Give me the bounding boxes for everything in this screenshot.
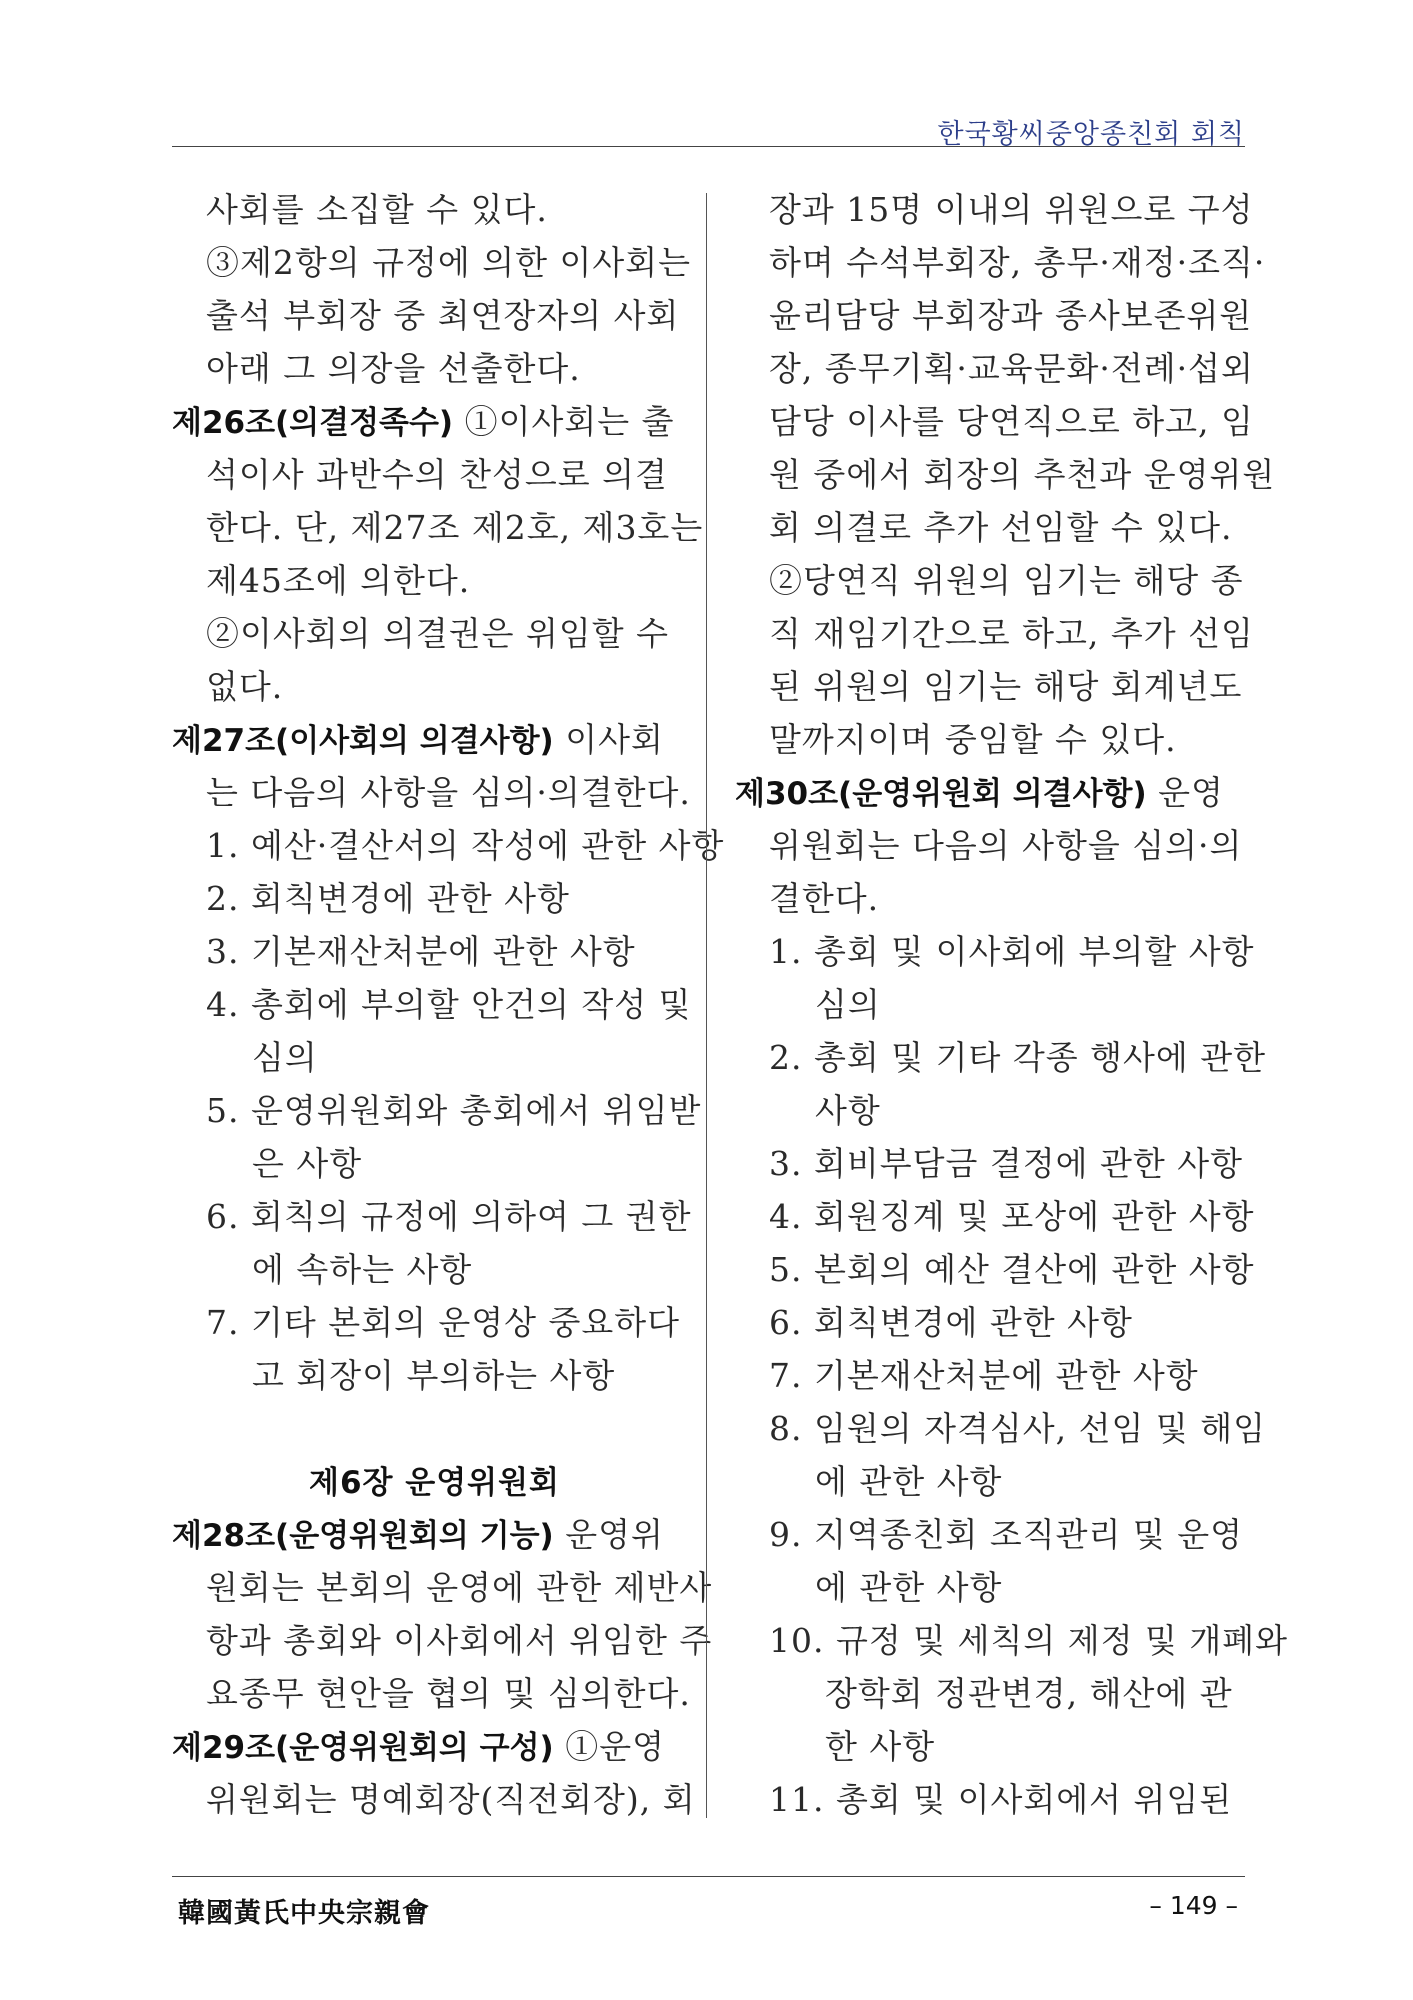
line-text: 장, 종무기획·교육문화·전례·섭외 xyxy=(769,349,1254,388)
running-header: 한국황씨중앙종친회 회칙 xyxy=(937,119,1245,150)
text-line xyxy=(172,1773,696,1826)
text-line xyxy=(172,342,677,395)
text-line xyxy=(172,1190,692,1243)
line-text: 제45조에 의한다. xyxy=(206,561,471,600)
line-text: 아래 그 의장을 선출한다. xyxy=(206,349,581,388)
line-text: 에 속하는 사항 xyxy=(252,1250,473,1289)
text-line xyxy=(735,1296,1245,1349)
line-text: 고 회장이 부의하는 사항 xyxy=(252,1356,616,1395)
line-text: 에 관한 사항 xyxy=(815,1568,1003,1607)
text-line xyxy=(735,183,1254,236)
line-text: 말까지이며 중임할 수 있다. xyxy=(769,720,1177,759)
text-line xyxy=(172,1243,677,1296)
line-text: 3. 기본재산처분에 관한 사항 xyxy=(206,932,636,971)
text-line xyxy=(172,1084,702,1137)
text-line xyxy=(172,501,704,554)
article-line xyxy=(172,395,677,448)
text-line xyxy=(735,1508,1245,1561)
text-line xyxy=(735,872,1245,925)
line-text: 운영위 xyxy=(553,1515,664,1554)
line-text: 회 의결로 추가 선임할 수 있다. xyxy=(769,508,1233,547)
article-line xyxy=(735,766,1245,819)
text-line xyxy=(172,183,677,236)
article-heading: 제26조(의결정족수) xyxy=(172,405,454,441)
line-text: 한다. 단, 제27조 제2호, 제3호는 xyxy=(206,508,704,547)
text-line xyxy=(735,1402,1266,1455)
article-line xyxy=(172,1720,677,1773)
line-text: 결한다. xyxy=(769,879,880,918)
text-line xyxy=(735,342,1254,395)
organization-logo-text: 韓國黃氏中央宗親會 xyxy=(178,1898,430,1929)
text-line xyxy=(735,554,1245,607)
line-text: 요종무 현안을 협의 및 심의한다. xyxy=(206,1674,691,1713)
article-heading: 제27조(이사회의 의결사항) xyxy=(172,723,554,759)
line-text: 출석 부회장 중 최연장자의 사회 xyxy=(206,296,680,335)
line-text: 8. 임원의 자격심사, 선임 및 해임 xyxy=(769,1409,1266,1448)
line-text: 없다. xyxy=(206,667,284,706)
right-text-column xyxy=(735,183,1288,1826)
text-line xyxy=(172,819,725,872)
line-text: ②이사회의 의결권은 위임할 수 xyxy=(206,614,670,653)
text-line xyxy=(172,607,677,660)
line-text: 2. 회칙변경에 관한 사항 xyxy=(206,879,570,918)
line-text: 하며 수석부회장, 총무·재정·조직· xyxy=(769,243,1266,282)
text-line xyxy=(735,1561,1245,1614)
line-text: 원 중에서 회장의 추천과 운영위원 xyxy=(769,455,1276,494)
line-text: 한 사항 xyxy=(825,1727,936,1766)
line-text: ①이사회는 출 xyxy=(453,402,675,441)
text-line xyxy=(735,1773,1245,1826)
article-heading: 제30조(운영위원회 의결사항) xyxy=(735,776,1147,812)
line-text: 11. 총회 및 이사회에서 위임된 xyxy=(769,1780,1233,1819)
text-line xyxy=(172,925,677,978)
line-text: 심의 xyxy=(815,985,881,1024)
text-line xyxy=(735,1137,1245,1190)
line-text: 는 다음의 사항을 심의·의결한다. xyxy=(206,773,691,812)
line-text: 운영 xyxy=(1146,773,1224,812)
line-text: 6. 회칙변경에 관한 사항 xyxy=(769,1303,1133,1342)
text-line xyxy=(172,1031,677,1084)
text-line xyxy=(735,713,1245,766)
left-text-column xyxy=(172,183,725,1826)
line-text: 2. 총회 및 기타 각종 행사에 관한 xyxy=(769,1038,1266,1077)
text-line xyxy=(735,448,1276,501)
text-line xyxy=(172,766,691,819)
text-line xyxy=(735,1190,1255,1243)
line-text: 이사회 xyxy=(553,720,664,759)
line-text: 7. 기타 본회의 운영상 중요하다 xyxy=(206,1303,680,1342)
line-text: 담당 이사를 당연직으로 하고, 임 xyxy=(769,402,1254,441)
text-line xyxy=(735,1455,1245,1508)
line-text: 심의 xyxy=(252,1038,318,1077)
page-number: – 149 – xyxy=(1149,1891,1238,1920)
text-line xyxy=(172,1137,677,1190)
text-line xyxy=(735,1243,1255,1296)
text-line xyxy=(172,660,677,713)
line-text: ①운영 xyxy=(553,1727,665,1766)
line-text: 원회는 본회의 운영에 관한 제반사 xyxy=(206,1568,713,1607)
text-line xyxy=(172,1667,691,1720)
line-text: 사항 xyxy=(815,1091,881,1130)
text-line xyxy=(735,925,1255,978)
text-line xyxy=(172,1561,713,1614)
line-text: 10. 규정 및 세칙의 제정 및 개폐와 xyxy=(769,1621,1288,1660)
text-line xyxy=(172,236,692,289)
text-line xyxy=(172,554,677,607)
text-line xyxy=(735,1084,1245,1137)
text-line xyxy=(735,1667,1245,1720)
article-line xyxy=(172,1508,677,1561)
header-divider xyxy=(172,146,1245,147)
text-line xyxy=(172,978,692,1031)
line-text: 4. 회원징계 및 포상에 관한 사항 xyxy=(769,1197,1255,1236)
text-line xyxy=(735,1720,1245,1773)
text-line xyxy=(172,1296,680,1349)
line-text: 된 위원의 임기는 해당 회계년도 xyxy=(769,667,1243,706)
line-text: 석이사 과반수의 찬성으로 의결 xyxy=(206,455,668,494)
line-text: 4. 총회에 부의할 안건의 작성 및 xyxy=(206,985,692,1024)
chapter-heading xyxy=(172,1455,677,1508)
text-line xyxy=(735,1031,1266,1084)
line-text: 은 사항 xyxy=(252,1144,363,1183)
line-text: 5. 운영위원회와 총회에서 위임받 xyxy=(206,1091,702,1130)
line-text: 7. 기본재산처분에 관한 사항 xyxy=(769,1356,1199,1395)
line-text: 장과 15명 이내의 위원으로 구성 xyxy=(769,190,1254,229)
line-text: 1. 예산·결산서의 작성에 관한 사항 xyxy=(206,826,725,865)
line-text: 항과 총회와 이사회에서 위임한 주 xyxy=(206,1621,713,1660)
line-text: 위원회는 다음의 사항을 심의·의 xyxy=(769,826,1243,865)
article-line xyxy=(172,713,677,766)
text-line xyxy=(735,819,1245,872)
footer-divider xyxy=(172,1876,1245,1877)
column-divider xyxy=(706,193,707,1818)
line-text: 위원회는 명예회장(직전회장), 회 xyxy=(206,1780,696,1819)
article-heading: 제28조(운영위원회의 기능) xyxy=(172,1518,554,1554)
line-text: ③제2항의 규정에 의한 이사회는 xyxy=(206,243,692,282)
text-line xyxy=(735,660,1245,713)
line-text: 9. 지역종친회 조직관리 및 운영 xyxy=(769,1515,1243,1554)
line-text: 에 관한 사항 xyxy=(815,1462,1003,1501)
text-line xyxy=(735,395,1254,448)
line-text: 3. 회비부담금 결정에 관한 사항 xyxy=(769,1144,1243,1183)
text-line xyxy=(735,289,1253,342)
article-heading: 제29조(운영위원회의 구성) xyxy=(172,1730,554,1766)
text-line xyxy=(172,1349,677,1402)
text-line xyxy=(172,872,677,925)
text-line xyxy=(735,1349,1245,1402)
line-text: ②당연직 위원의 임기는 해당 종 xyxy=(769,561,1244,600)
text-line xyxy=(172,448,677,501)
text-line xyxy=(735,978,1245,1031)
blank-line xyxy=(172,1402,677,1455)
text-line xyxy=(172,1614,713,1667)
text-line xyxy=(735,1614,1288,1667)
line-text: 6. 회칙의 규정에 의하여 그 권한 xyxy=(206,1197,692,1236)
line-text: 윤리담당 부회장과 종사보존위원 xyxy=(769,296,1253,335)
line-text: 1. 총회 및 이사회에 부의할 사항 xyxy=(769,932,1255,971)
line-text: 5. 본회의 예산 결산에 관한 사항 xyxy=(769,1250,1255,1289)
text-line xyxy=(172,289,680,342)
line-text: 사회를 소집할 수 있다. xyxy=(206,190,548,229)
text-line xyxy=(735,236,1266,289)
line-text: 장학회 정관변경, 해산에 관 xyxy=(825,1674,1233,1713)
text-line xyxy=(735,501,1245,554)
line-text: 직 재임기간으로 하고, 추가 선임 xyxy=(769,614,1254,653)
chapter-title: 제6장 운영위원회 xyxy=(309,1465,560,1501)
text-line xyxy=(735,607,1254,660)
